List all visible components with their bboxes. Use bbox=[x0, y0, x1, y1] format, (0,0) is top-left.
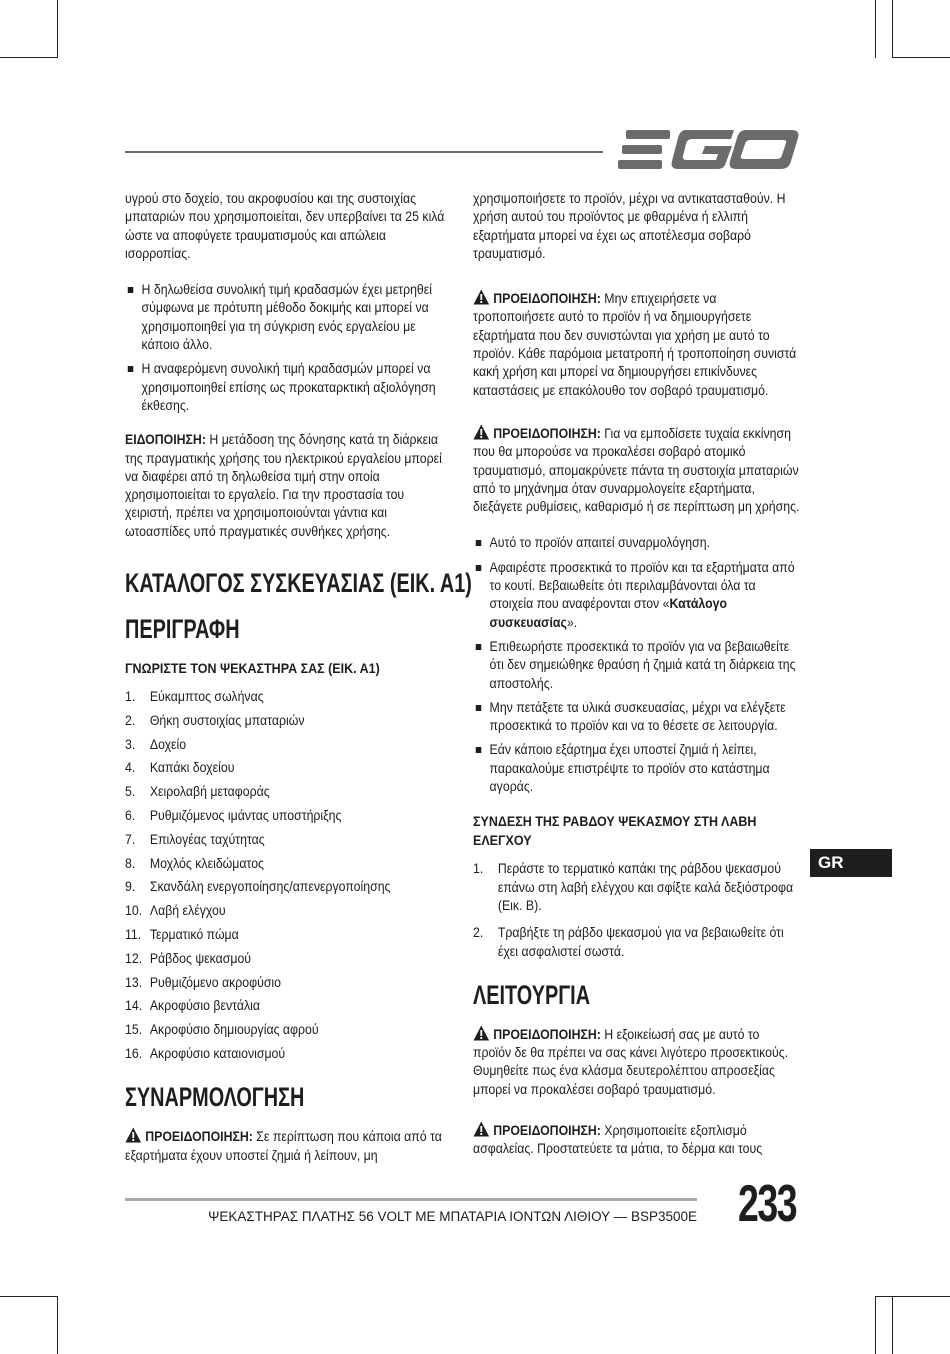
crop-mark bbox=[892, 57, 950, 58]
list-item bbox=[125, 736, 453, 754]
item-text: Μοχλός κλειδώματος bbox=[149, 855, 265, 871]
crop-mark bbox=[0, 1296, 58, 1297]
list-item bbox=[473, 924, 801, 961]
warning-label: ΠΡΟΕΙΔΟΠΟΙΗΣΗ: bbox=[493, 1026, 601, 1042]
warning-text: Μην επιχειρήσετε να τροποποιήσετε αυτό το προϊόν ή να δημιουργήσετε εξαρτήματα που δεν συνιστώνται για χρήση με αυτό το προϊόν. Κάθε παρόμοια μετατροπή ή τροποποίηση συνιστά κακή χρήση και μπορεί να δημιουργήσει επικίνδυνες καταστάσεις με επακόλουθο τον σοβαρό τραυματισμό. bbox=[473, 291, 797, 398]
crop-mark bbox=[875, 1296, 950, 1297]
list-item: Επιθεωρήστε προσεκτικά το προϊόν για να βεβαιωθείτε ότι δεν σημειώθηκε θραύση ή ζημιά κατά τη διάρκεια της αποστολής. bbox=[473, 638, 801, 693]
crop-mark bbox=[892, 0, 893, 58]
list-item: Η αναφερόμενη συνολική τιμή κραδασμών μπορεί να χρησιμοποιηθεί επίσης ως προκαταρκτική αξιολόγηση έκθεσης. bbox=[125, 360, 453, 415]
intro-paragraph: υγρού στο δοχείο, του ακροφυσίου και της συστοιχίας μπαταριών που χρησιμοποιείται, δεν υπερβαίνει τα 25 κιλά ώστε να αποφύγετε τραυματισμούς και απώλεια ισορροπίας. bbox=[125, 191, 445, 261]
item-text: Δοχείο bbox=[149, 736, 187, 752]
warning-triangle-icon bbox=[125, 1127, 142, 1143]
warning-label: ΠΡΟΕΙΔΟΠΟΙΗΣΗ: bbox=[493, 425, 601, 441]
item-number: 13. bbox=[125, 974, 143, 990]
right-column bbox=[473, 190, 801, 1177]
list-item bbox=[125, 974, 453, 992]
assembly-bullets bbox=[473, 534, 801, 796]
list-item bbox=[125, 807, 453, 825]
item-text: Τραβήξτε τη ράβδο ψεκασμού για να βεβαιωθείτε ότι έχει ασφαλιστεί σωστά. bbox=[497, 925, 784, 959]
list-item bbox=[125, 831, 453, 849]
warning-label: ΠΡΟΕΙΔΟΠΟΙΗΣΗ: bbox=[493, 291, 601, 307]
list-item bbox=[125, 878, 453, 896]
packing-list-reference: Κατάλογο συσκευασίας bbox=[489, 596, 728, 630]
list-item: Αυτό το προϊόν απαιτεί συναρμολόγηση. bbox=[473, 534, 801, 552]
item-text: Ακροφύσιο βεντάλια bbox=[149, 998, 260, 1014]
heading-description: ΠΕΡΙΓΡΑΦΗ bbox=[125, 614, 240, 645]
warning-triangle-icon bbox=[473, 289, 490, 305]
list-item: Εάν κάποιο εξάρτημα έχει υποστεί ζημιά ή λείπει, παρακαλούμε επιστρέψτε το προϊόν στο κατάστημα αγοράς. bbox=[473, 741, 801, 796]
list-item bbox=[473, 559, 801, 632]
crop-mark bbox=[57, 1296, 58, 1354]
left-column bbox=[125, 190, 472, 1183]
heading-packing-list: ΚΑΤΑΛΟΓΟΣ ΣΥΣΚΕΥΑΣΙΑΣ (ΕΙΚ. Α1) bbox=[125, 568, 472, 599]
language-tab: GR bbox=[810, 849, 892, 877]
item-text: Θήκη συστοιχίας μπαταριών bbox=[149, 712, 305, 728]
notice-label: ΕΙΔΟΠΟΙΗΣΗ: bbox=[125, 432, 206, 448]
crop-mark bbox=[875, 1296, 876, 1354]
item-number: 1. bbox=[125, 689, 136, 705]
vibration-notice bbox=[125, 431, 453, 541]
item-number: 2. bbox=[473, 925, 484, 941]
equipment-warning bbox=[473, 1121, 801, 1159]
item-text: Ρυθμιζόμενος ιμάντας υποστήριξης bbox=[149, 808, 342, 824]
item-text: Τερματικό πώμα bbox=[149, 927, 239, 943]
continuation-paragraph: χρησιμοποιήσετε το προϊόν, μέχρι να αντικατασταθούν. Η χρήση αυτού του προϊόντος με φθαρμένα ή ελλιπή εξαρτήματα μπορεί να έχει ως αποτέλεσμα σοβαρό τραυματισμό. bbox=[473, 191, 786, 261]
warning-text: Η εξοικείωσή σας με αυτό το προϊόν δε θα πρέπει να σας κάνει λιγότερο προσεκτικούς. Θυμηθείτε πως ένα κλάσμα δευτερολέπτου απροσεξίας μπορεί να προκαλέσει σοβαρό τραυματισμό. bbox=[473, 1026, 789, 1097]
list-item bbox=[125, 759, 453, 777]
footer-title: ΨΕΚΑΣΤΗΡΑΣ ΠΛΑΤΗΣ 56 VOLT ΜΕ ΜΠΑΤΑΡΙΑ ΙΟΝΤΩΝ ΛΙΘΙΟΥ — BSP3500E bbox=[208, 1209, 697, 1224]
page-number: 233 bbox=[738, 1175, 797, 1233]
list-item bbox=[125, 688, 453, 706]
item-number: 1. bbox=[473, 861, 484, 877]
item-number: 12. bbox=[125, 950, 143, 966]
item-number: 9. bbox=[125, 879, 136, 895]
list-item bbox=[125, 997, 453, 1015]
list-item bbox=[125, 855, 453, 873]
item-text: Ράβδος ψεκασμού bbox=[149, 950, 252, 966]
warning-text: Χρησιμοποιείτε εξοπλισμό ασφαλείας. Προστατεύετε τα μάτια, το δέρμα και τους bbox=[473, 1122, 763, 1157]
item-text: Ακροφύσιο δημιουργίας αφρού bbox=[149, 1022, 319, 1038]
item-text: Λαβή ελέγχου bbox=[149, 903, 226, 919]
warning-triangle-icon bbox=[473, 1121, 490, 1137]
warning-label: ΠΡΟΕΙΔΟΠΟΙΗΣΗ: bbox=[145, 1129, 253, 1145]
item-number: 8. bbox=[125, 855, 136, 871]
item-number: 5. bbox=[125, 784, 136, 800]
item-number: 11. bbox=[125, 927, 142, 943]
assembly-warning bbox=[125, 1127, 453, 1165]
modify-warning bbox=[473, 289, 801, 400]
subheading-connect-wand: ΣΥΝΔΕΣΗ ΤΗΣ ΡΑΒΔΟΥ ΨΕΚΑΣΜΟΥ ΣΤΗ ΛΑΒΗ ΕΛΕΓΧΟΥ bbox=[473, 814, 757, 849]
warning-triangle-icon bbox=[473, 424, 490, 440]
experience-warning bbox=[473, 1025, 801, 1099]
list-item bbox=[125, 926, 453, 944]
item-text: Καπάκι δοχείου bbox=[149, 760, 235, 776]
warning-triangle-icon bbox=[473, 1025, 490, 1041]
list-item bbox=[125, 1045, 453, 1063]
warning-text: Για να εμποδίσετε τυχαία εκκίνηση που θα μπορούσε να προκαλέσει σοβαρό ατομικό τραυματισμό, απομακρύνετε πάντα τη συστοιχία μπαταριών από το μηχάνημα όταν συναρμολογείτε εξαρτήματα, διεξάγετε ρυθμίσεις, καθαρισμό ή σε περίπτωση μη χρήσης. bbox=[473, 425, 800, 515]
item-number: 3. bbox=[125, 736, 136, 752]
item-text: Εύκαμπτος σωλήνας bbox=[149, 689, 264, 705]
crop-mark bbox=[0, 57, 58, 58]
item-text: Ακροφύσιο καταιονισμού bbox=[149, 1046, 286, 1061]
list-item: Η δηλωθείσα συνολική τιμή κραδασμών έχει μετρηθεί σύμφωνα με πρότυπη μέθοδο δοκιμής και μπορεί να χρησιμοποιηθεί για τη σύγκριση ενός εργαλείου με κάποιο άλλο. bbox=[125, 281, 453, 354]
item-text: Χειρολαβή μεταφοράς bbox=[149, 784, 270, 800]
heading-operation: ΛΕΙΤΟΥΡΓΙΑ bbox=[473, 979, 591, 1010]
crop-mark bbox=[892, 1296, 893, 1354]
item-number: 4. bbox=[125, 760, 136, 776]
header-rule bbox=[125, 151, 603, 153]
warning-text: Σε περίπτωση που κάποια από τα εξαρτήματα έχουν υποστεί ζημιά ή λείπουν, μη bbox=[125, 1129, 442, 1163]
item-number: 15. bbox=[125, 1022, 143, 1038]
item-text: Σκανδάλη ενεργοποίησης/απενεργοποίησης bbox=[149, 879, 391, 895]
item-number: 10. bbox=[125, 903, 143, 919]
bullet-text: ». bbox=[566, 614, 578, 630]
list-item: Μην πετάξετε τα υλικά συσκευασίας, μέχρι να ελέγξετε προσεκτικά το προϊόν και να το θέσετε σε λειτουργία. bbox=[473, 699, 801, 736]
item-number: 6. bbox=[125, 808, 136, 824]
footer-rule bbox=[125, 1198, 697, 1201]
notice-text: Η μετάδοση της δόνησης κατά τη διάρκεια της πραγματικής χρήσης του ηλεκτρικού εργαλείου μπορεί να διαφέρει από τη δηλωθείσα τιμή στην οποία χρησιμοποιείται το εργαλείο. Για την προστασία του χειριστή, πρέπει να χρησιμοποιούνται γάντια και ωτοασπίδες υπό πραγματικές συνθήκες χρήσης. bbox=[125, 432, 442, 539]
parts-list bbox=[125, 688, 453, 1063]
list-item bbox=[125, 783, 453, 801]
list-item bbox=[125, 950, 453, 968]
crop-mark bbox=[875, 0, 876, 58]
crop-mark bbox=[57, 0, 58, 58]
vibration-bullets bbox=[125, 281, 453, 415]
start-warning bbox=[473, 424, 801, 516]
item-number: 16. bbox=[125, 1046, 143, 1061]
item-number: 2. bbox=[125, 712, 136, 728]
connect-steps bbox=[473, 860, 801, 960]
item-number: 14. bbox=[125, 998, 143, 1014]
list-item bbox=[125, 902, 453, 920]
item-text: Επιλογέας ταχύτητας bbox=[149, 831, 265, 847]
item-text: Ρυθμιζόμενο ακροφύσιο bbox=[149, 974, 282, 990]
heading-assembly: ΣΥΝΑΡΜΟΛΟΓΗΣΗ bbox=[125, 1082, 305, 1113]
subheading-know-your-sprayer: ΓΝΩΡΙΣΤΕ ΤΟΝ ΨΕΚΑΣΤΗΡΑ ΣΑΣ (ΕΙΚ. Α1) bbox=[125, 661, 380, 677]
bullet-text: Αφαιρέστε προσεκτικά το προϊόν και τα εξαρτήματα από το κουτί. Βεβαιωθείτε ότι περιλαμβάνονται όλα τα στοιχεία που αναφέρονται στον « bbox=[489, 559, 795, 612]
item-text: Περάστε το τερματικό καπάκι της ράβδου ψεκασμού επάνω στη λαβή ελέγχου και σφίξτε καλά δεξιόστροφα (Εικ. B). bbox=[497, 861, 794, 913]
item-number: 7. bbox=[125, 831, 136, 847]
warning-label: ΠΡΟΕΙΔΟΠΟΙΗΣΗ: bbox=[493, 1122, 601, 1138]
list-item bbox=[125, 712, 453, 730]
list-item bbox=[125, 1021, 453, 1039]
list-item bbox=[473, 860, 801, 915]
ego-logo bbox=[616, 128, 800, 172]
